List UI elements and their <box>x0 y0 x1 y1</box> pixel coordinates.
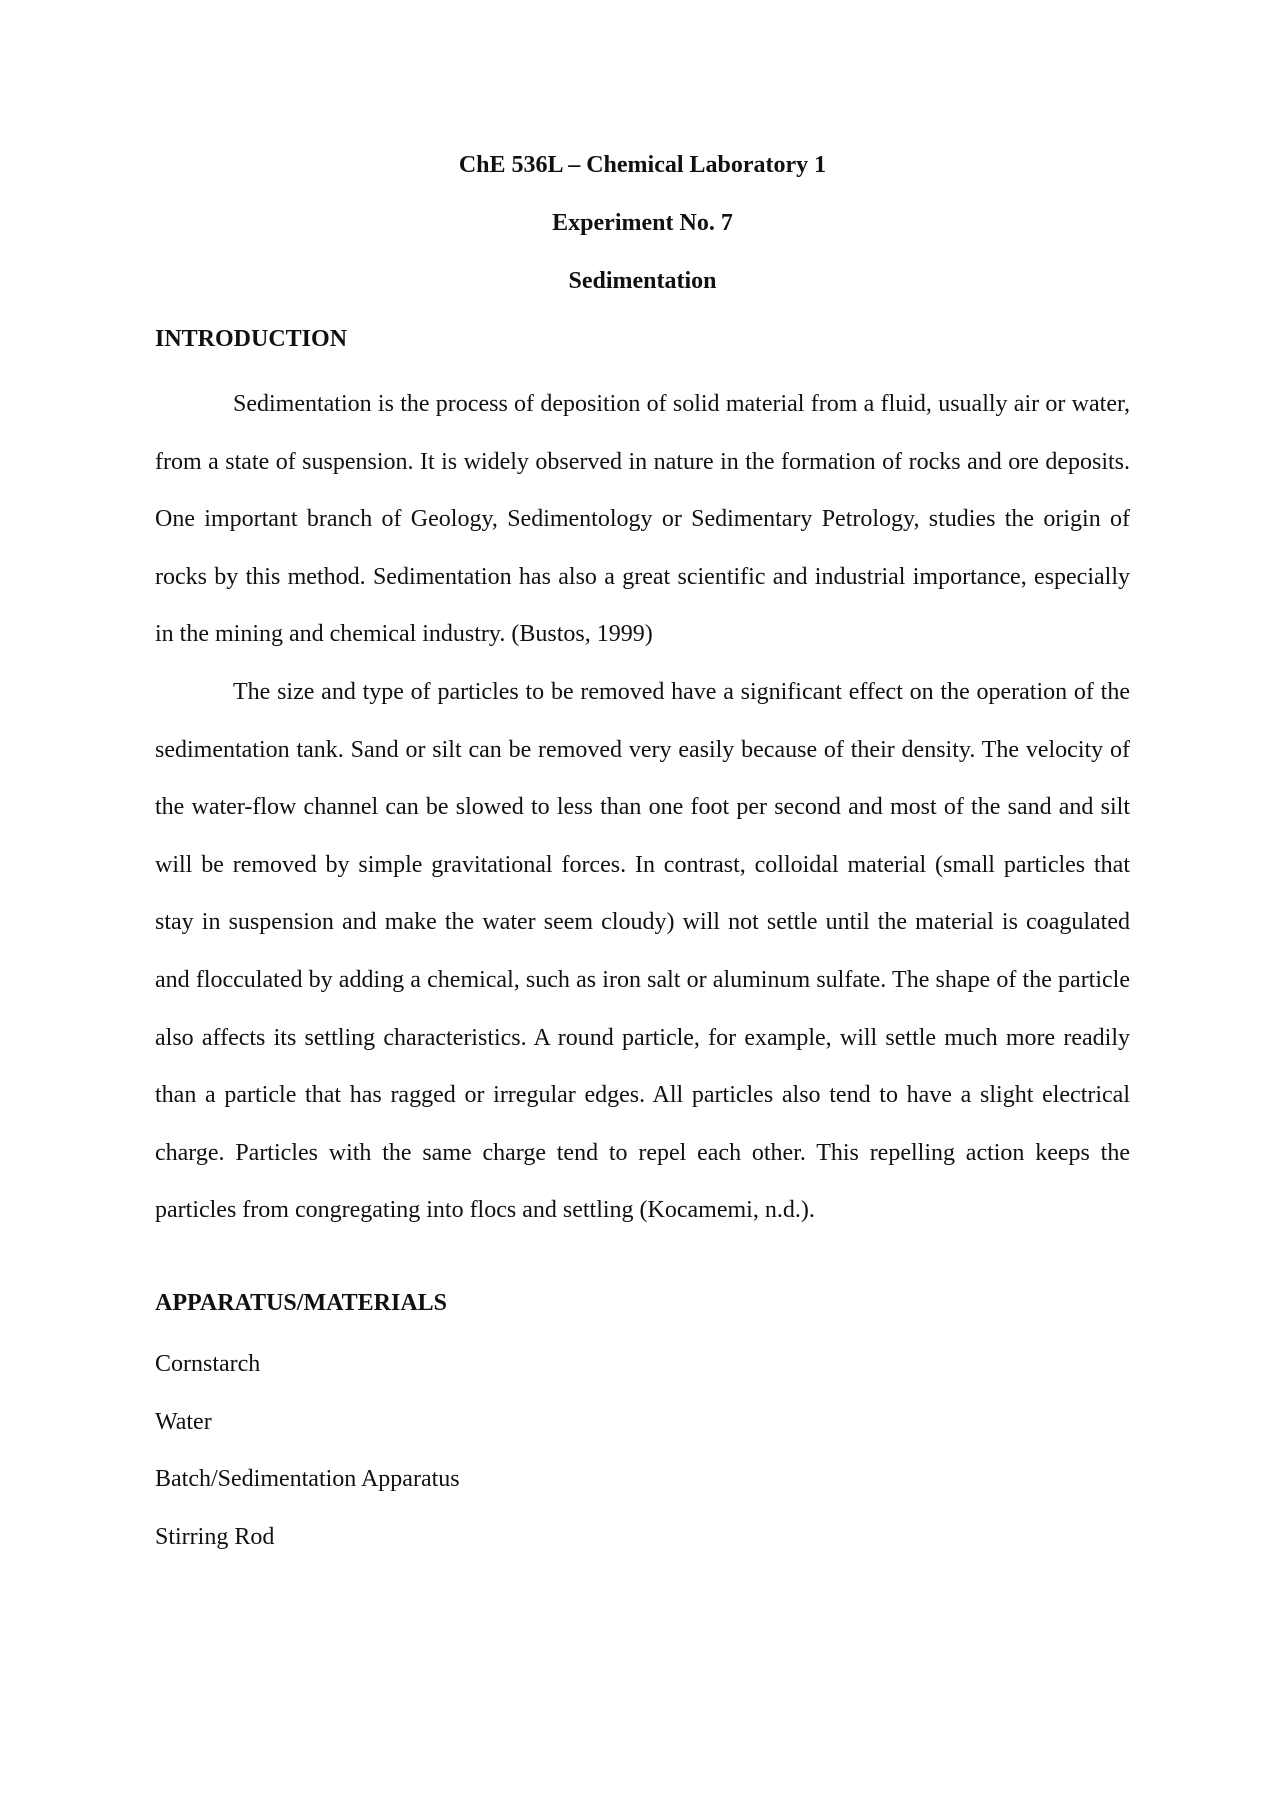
introduction-heading: INTRODUCTION <box>155 326 348 352</box>
list-item: Water <box>155 1408 212 1435</box>
materials-heading: APPARATUS/MATERIALS <box>155 1289 448 1316</box>
list-item: Batch/Sedimentation Apparatus <box>155 1466 460 1493</box>
experiment-title: Sedimentation <box>568 268 717 294</box>
document-page <box>155 150 1130 1566</box>
materials-list <box>155 1336 1130 1566</box>
section-spacer <box>155 1240 1130 1288</box>
list-item: Stirring Rod <box>155 1523 275 1550</box>
course-title: ChE 536L – Chemical Laboratory 1 <box>458 152 827 178</box>
introduction-paragraph-2: The size and type of particles to be removed have a significant effect on the operation of the sedimentation tank. Sand or silt can be removed very easily because of their density. The velocity of the water-flow channel can be slowed to less than one foot per second and most of the sand and silt will be removed by simple gravitational forces. In contrast, colloidal material (small particles that stay in suspension and make the water seem cloudy) will not settle until the material is coagulated and flocculated by adding a chemical, such as iron salt or aluminum sulfate. The shape of the particle also affects its settling characteristics. A round particle, for example, will settle much more readily than a particle that has ragged or irregular edges. All particles also tend to have a slight electrical charge. Particles with the same charge tend to repel each other. This repelling action keeps the particles from congregating into flocs and settling (Kocamemi, n.d.). <box>155 678 1130 1224</box>
list-item: Cornstarch <box>155 1350 261 1377</box>
introduction-paragraph-1: Sedimentation is the process of deposition of solid material from a fluid, usually air or water, from a state of suspension. It is widely observed in nature in the formation of rocks and ore deposits. One important branch of Geology, Sedimentology or Sedimentary Petrology, studies the origin of rocks by this method. Sedimentation has also a great scientific and industrial importance, especially in the mining and chemical industry. (Bustos, 1999) <box>155 391 1130 648</box>
experiment-number: Experiment No. 7 <box>552 210 733 236</box>
